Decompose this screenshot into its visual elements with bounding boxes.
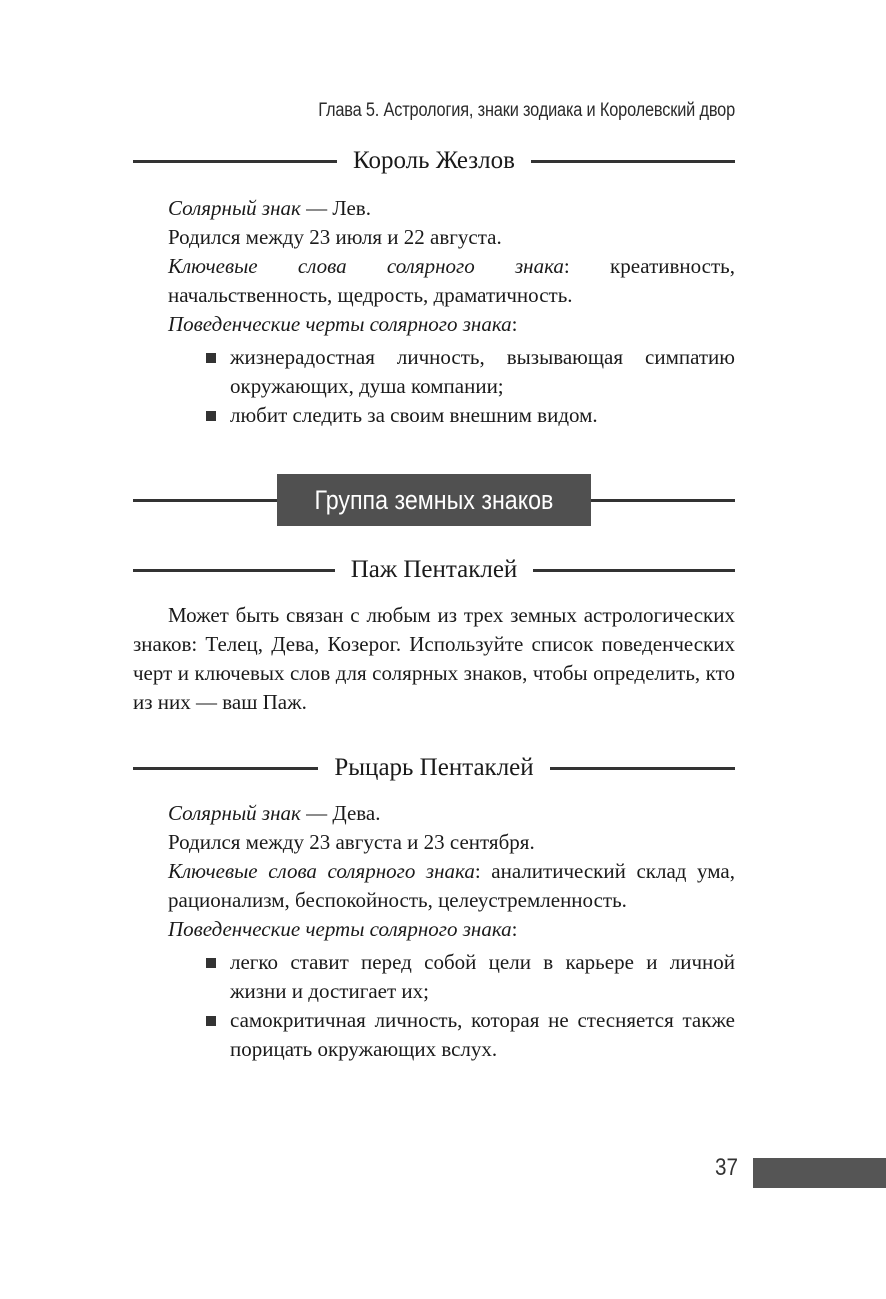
section-title: Король Жезлов xyxy=(353,147,515,174)
sign-label: Солярный знак xyxy=(168,196,301,220)
page-edge-tab xyxy=(753,1158,886,1188)
keywords-label: Ключевые слова солярного знака xyxy=(168,254,564,278)
section-heading-page-pentacles xyxy=(133,553,735,587)
section-body-page-pentacles xyxy=(133,601,735,717)
heading-rule-right xyxy=(533,569,735,572)
born-line: Родился между 23 августа и 23 сентября. xyxy=(168,830,535,854)
heading-rule-left xyxy=(133,767,318,770)
keywords-value: : креативность, начальственность, щедрость, драматичность. xyxy=(168,254,735,307)
list-item: любит следить за своим внешним видом. xyxy=(203,401,735,430)
traits-line xyxy=(133,915,735,944)
section-body-knight-pentacles xyxy=(133,799,735,1064)
born-line: Родился между 23 июля и 22 августа. xyxy=(168,225,502,249)
group-title: Группа земных знаков xyxy=(314,484,554,515)
group-title-box xyxy=(277,474,591,526)
keywords-paragraph xyxy=(133,252,735,310)
section-heading-king-wands xyxy=(133,144,735,178)
section-body-king-wands xyxy=(133,194,735,430)
keywords-paragraph xyxy=(133,857,735,915)
traits-line xyxy=(133,310,735,339)
traits-list xyxy=(133,343,735,430)
sign-value: — Дева. xyxy=(300,801,381,825)
list-item: жизнерадостная личность, вызывающая симпатию окружающих, душа компании; xyxy=(203,343,735,401)
sign-value: — Лев. xyxy=(300,196,371,220)
section-title: Паж Пентаклей xyxy=(350,556,518,583)
list-item: самокритичная личность, которая не стесняется также порицать окружающих вслух. xyxy=(203,1006,735,1064)
traits-colon: : xyxy=(511,917,518,941)
traits-label: Поведенческие черты солярного знака xyxy=(168,312,512,336)
page-pentacles-paragraph: Может быть связан с любым из трех земных астрологических знаков: Телец, Дева, Козерог. Используйте список поведенческих черт и ключевых слов для солярных знаков, чтобы определить, кто из них — ваш Паж. xyxy=(133,603,735,714)
heading-rule-right xyxy=(531,160,735,163)
sign-line xyxy=(133,799,735,828)
heading-rule-left xyxy=(133,569,335,572)
heading-rule-left xyxy=(133,160,337,163)
section-heading-knight-pentacles xyxy=(133,751,735,785)
group-banner xyxy=(133,474,735,526)
traits-list xyxy=(133,948,735,1064)
section-title: Рыцарь Пентаклей xyxy=(334,754,534,781)
keywords-label: Ключевые слова солярного знака xyxy=(168,859,475,883)
banner-rule-right xyxy=(591,499,735,502)
list-item: легко ставит перед собой цели в карьере и личной жизни и достигает их; xyxy=(203,948,735,1006)
traits-label: Поведенческие черты солярного знака xyxy=(168,917,512,941)
traits-colon: : xyxy=(511,312,518,336)
heading-rule-right xyxy=(550,767,735,770)
sign-line xyxy=(133,194,735,223)
running-head: Глава 5. Астрология, знаки зодиака и Королевский двор xyxy=(318,100,735,121)
sign-label: Солярный знак xyxy=(168,801,301,825)
banner-rule-left xyxy=(133,499,277,502)
keywords-value: : аналитический склад ума, рационализм, беспокойность, целеустремленность. xyxy=(168,859,735,912)
page-number: 37 xyxy=(715,1154,738,1181)
